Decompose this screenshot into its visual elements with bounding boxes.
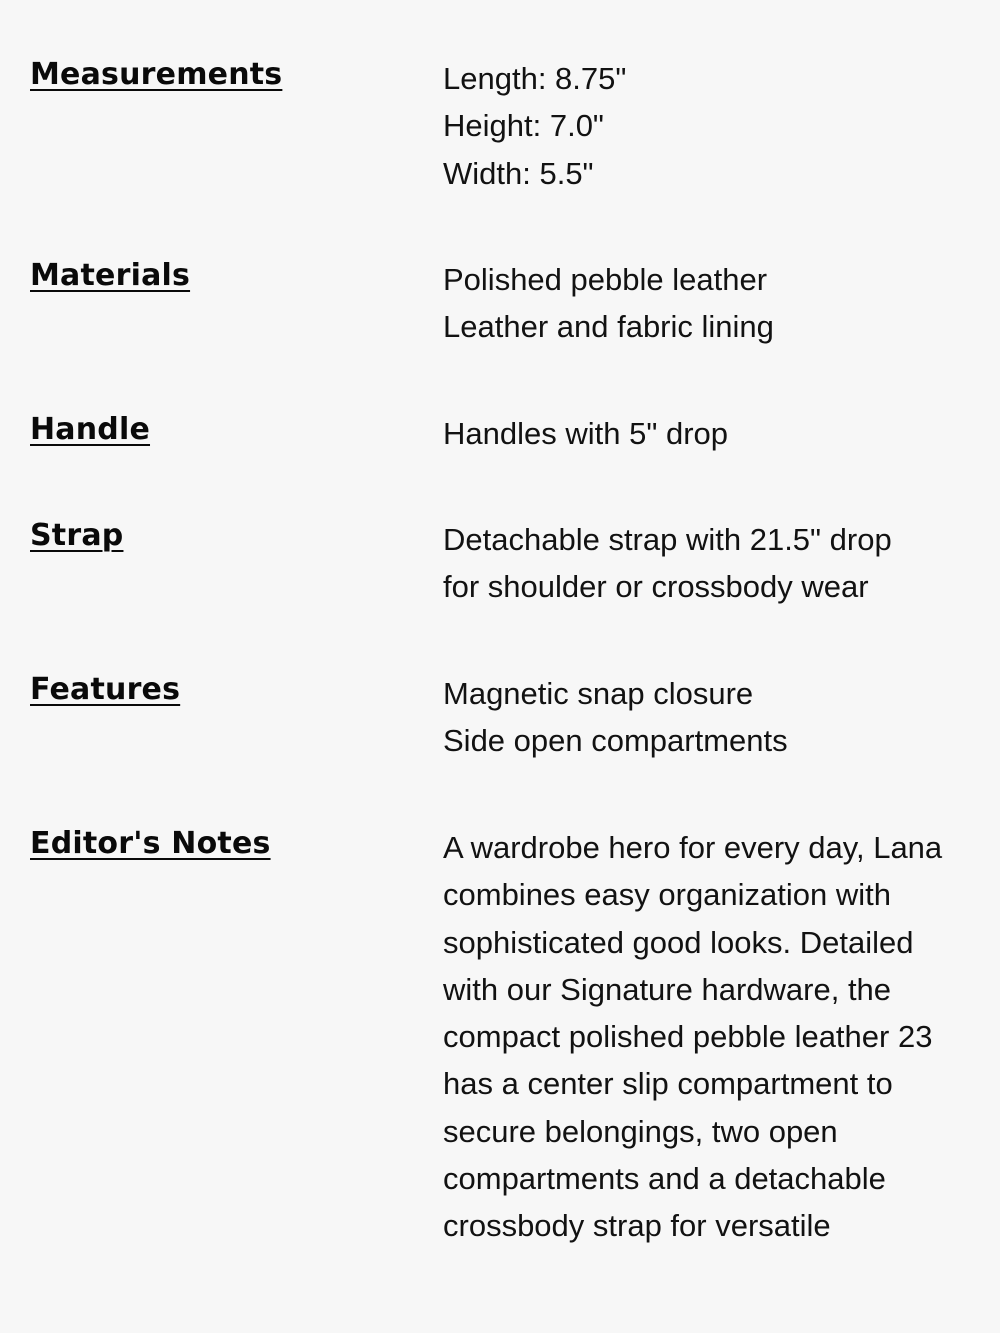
handle-drop: Handles with 5" drop	[443, 416, 728, 451]
spec-label-handle: Handle	[30, 412, 151, 447]
strap-drop: Detachable strap with 21.5" drop	[443, 522, 892, 557]
measurement-width: Width: 5.5"	[443, 155, 594, 191]
spec-label-strap: Strap	[30, 518, 124, 553]
spec-values-features	[443, 670, 983, 765]
spec-values-materials	[443, 256, 983, 351]
spec-values-strap	[443, 516, 983, 611]
spec-label-materials: Materials	[30, 258, 191, 293]
spec-values-measurements	[443, 55, 983, 197]
editors-notes-text: A wardrobe hero for every day, Lana combines easy organization with sophisticated good looks. Detailed with our Signature hardware, the compact polished pebble leather 23 has a center slip compartment to secure belongings, two open compartments and a detachable crossbody strap for versatile	[443, 830, 943, 1244]
spec-values-handle	[443, 410, 983, 457]
spec-label-features: Features	[30, 672, 181, 707]
strap-wear: for shoulder or crossbody wear	[443, 569, 869, 605]
feature-compartments: Side open compartments	[443, 723, 788, 759]
spec-label-measurements: Measurements	[30, 57, 283, 92]
material-outer: Polished pebble leather	[443, 262, 768, 297]
material-lining: Leather and fabric lining	[443, 309, 774, 345]
spec-values-editors-notes	[443, 824, 983, 1250]
measurement-height: Height: 7.0"	[443, 108, 604, 144]
measurement-length: Length: 8.75"	[443, 61, 627, 96]
spec-label-editors-notes: Editor's Notes	[30, 826, 271, 861]
feature-closure: Magnetic snap closure	[443, 676, 754, 711]
